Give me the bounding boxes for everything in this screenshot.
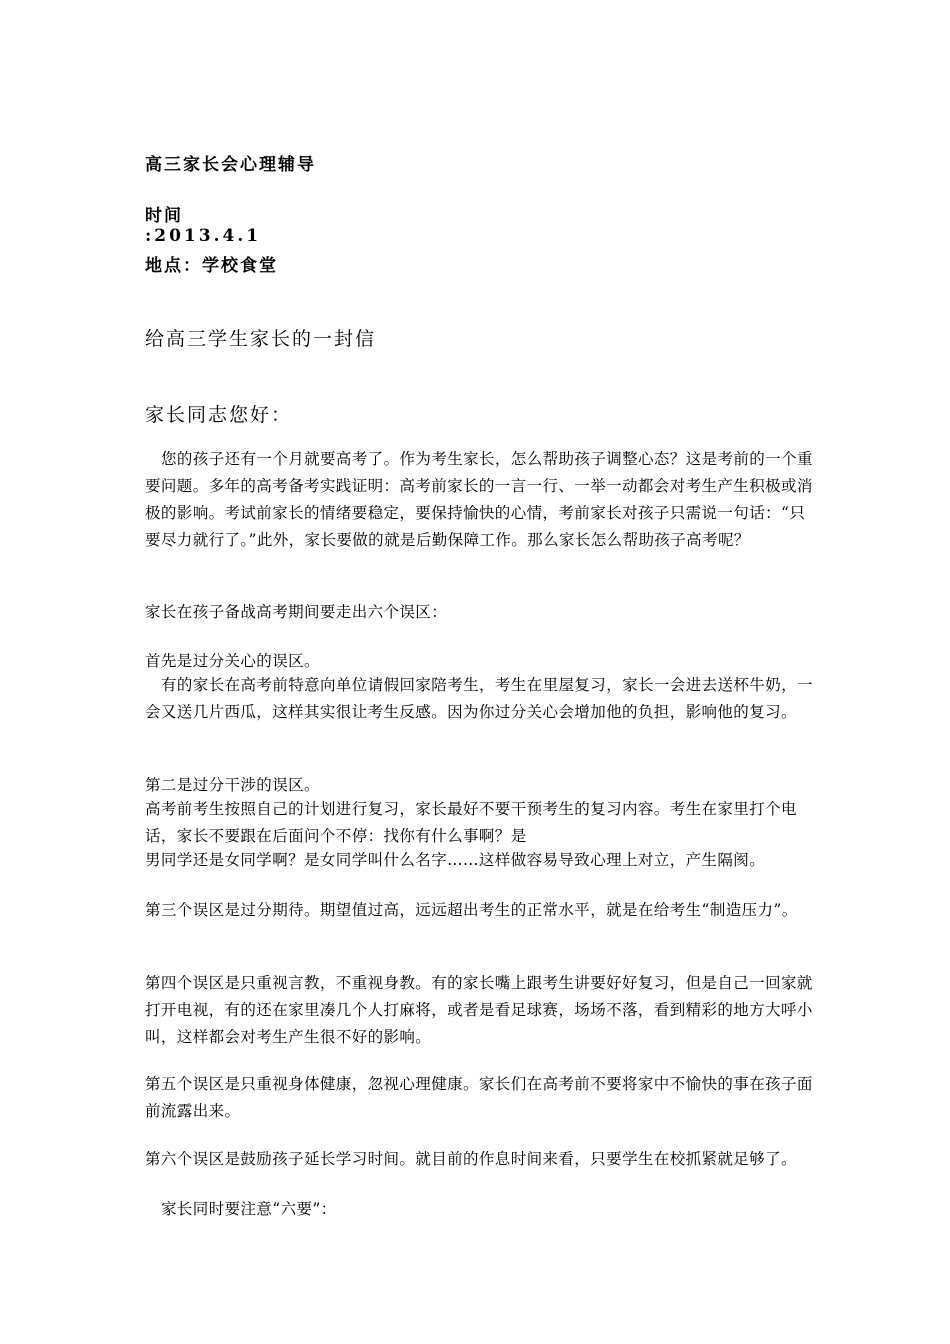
misconception-4: 第四个误区是只重视言教，不重视身教。有的家长嘴上跟考生讲要好好复习，但是自己一回家就打开电视，有的还在家里凑几个人打麻将，或者是看足球赛，场场不落，看到精彩的地方大呼小叫，这样都会对考生产生很不好的影响。 bbox=[145, 974, 813, 1046]
letter-title: 给高三学生家长的一封信 bbox=[145, 328, 377, 350]
misconception-1-body: 有的家长在高考前特意向单位请假回家陪考生，考生在里屋复习，家长一会进去送杯牛奶，一会又送几片西瓜，这样其实很让考生反感。因为你过分关心会增加他的负担，影响他的复习。 bbox=[145, 676, 813, 721]
intro-paragraph: 您的孩子还有一个月就要高考了。作为考生家长，怎么帮助孩子调整心态？这是考前的一个重要问题。多年的高考备考实践证明：高考前家长的一言一行、一举一动都会对考生产生积极或消极的影响。考试前家长的情绪要稳定，要保持愉快的心情，考前家长对孩子只需说一句话：“只要尽力就行了。”此外，家长要做的就是后勤保障工作。那么家长怎么帮助孩子高考呢？ bbox=[145, 450, 813, 549]
time-value: :2013.4.1 bbox=[145, 226, 262, 246]
time-label: 时间 bbox=[145, 206, 183, 226]
six-musts-intro: 家长同时要注意“六要”： bbox=[161, 1200, 337, 1218]
greeting: 家长同志您好： bbox=[145, 404, 293, 426]
misconception-2-title: 第二是过分干涉的误区。 bbox=[145, 776, 320, 794]
misconception-1-title: 首先是过分关心的误区。 bbox=[145, 652, 320, 670]
misconception-2-body-a: 高考前考生按照自己的计划进行复习，家长最好不要干预考生的复习内容。考生在家里打个电话，家长不要跟在后面问个不停：找你有什么事啊？是 bbox=[145, 800, 797, 845]
misconceptions-intro: 家长在孩子备战高考期间要走出六个误区： bbox=[145, 603, 448, 621]
misconception-6: 第六个误区是鼓励孩子延长学习时间。就目前的作息时间来看，只要学生在校抓紧就足够了。 bbox=[145, 1150, 797, 1168]
misconception-3: 第三个误区是过分期待。期望值过高，远远超出考生的正常水平，就是在给考生“制造压力”。 bbox=[145, 901, 798, 919]
misconception-2-body-b: 男同学还是女同学啊？是女同学叫什么名字……这样做容易导致心理上对立，产生隔阂。 bbox=[145, 851, 766, 869]
document-title: 高三家长会心理辅导 bbox=[145, 155, 316, 175]
place-line: 地点：学校食堂 bbox=[145, 256, 278, 276]
misconception-5: 第五个误区是只重视身体健康，忽视心理健康。家长们在高考前不要将家中不愉快的事在孩子面前流露出来。 bbox=[145, 1075, 813, 1120]
